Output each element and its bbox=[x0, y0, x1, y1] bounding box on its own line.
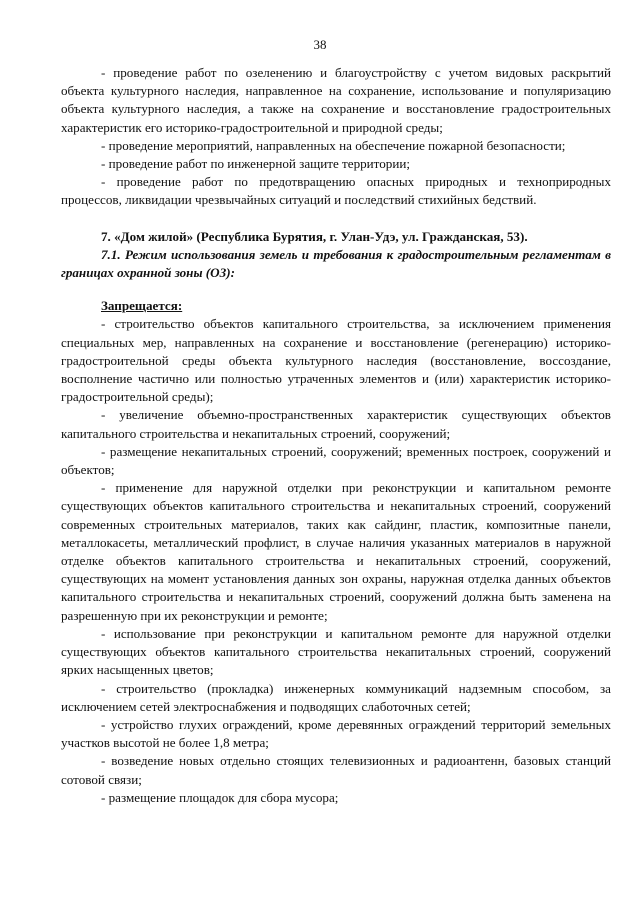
prohibited-item: - строительство объектов капитального строительства, за исключением применения специальных мер, направленных на сохранение и восстановление (регенерацию) историко-градостроительной среды объекта культурного наследия (восстановление, воссоздание, восполнение частично или полностью утраченных элементов и (или) характеристик историко-градостроительной среды); bbox=[61, 316, 611, 405]
section-heading: 7. «Дом жилой» (Республика Бурятия, г. Улан-Удэ, ул. Гражданская, 53). bbox=[101, 228, 528, 244]
prohibited-item: - возведение новых отдельно стоящих телевизионных и радиоантенн, базовых станций сотовой связи; bbox=[61, 753, 611, 787]
prohibited-label-line bbox=[61, 297, 611, 315]
prohibited-item: - размещение некапитальных строений, сооружений; временных построек, сооружений и объектов; bbox=[61, 443, 611, 478]
section-subheading: 7.1. Режим использования земель и требования к градостроительным регламентам в границах охранной зоны (ОЗ): bbox=[61, 246, 611, 281]
page-content bbox=[61, 64, 611, 807]
intro-item: - проведение мероприятий, направленных на обеспечение пожарной безопасности; bbox=[101, 137, 566, 153]
prohibited-item: - увеличение объемно-пространственных характеристик существующих объектов капитального строительства и некапитальных строений, сооружений; bbox=[61, 407, 611, 441]
spacer bbox=[61, 210, 611, 228]
prohibited-item: - применение для наружной отделки при реконструкции и капитальном ремонте существующих объектов капитального строительства и некапитальных строений, сооружений современных строительных материалов, таких как сайдинг, пластик, композитные панели, металлокасеты, металлический профлист, в случае наличия указанных материалов в наружной отделке объектов капитального строительства и некапитальных строений, сооружений, существующих на момент установления данных зон охраны, наружная отделка данных объектов капитального строительства и некапитальных строений, сооружений должна быть заменена на разрешенную при их реконструкции и ремонте; bbox=[61, 480, 611, 623]
page-number: 38 bbox=[313, 37, 327, 52]
prohibited-item: - размещение площадок для сбора мусора; bbox=[101, 789, 339, 805]
prohibited-item: - устройство глухих ограждений, кроме деревянных ограждений территорий земельных участков высотой не более 1,8 метра; bbox=[61, 716, 611, 751]
prohibited-item: - использование при реконструкции и капитальном ремонте для наружной отделки существующих объектов капитального строительства некапитальных строений, сооружений ярких насыщенных цветов; bbox=[61, 625, 611, 678]
spacer bbox=[61, 282, 611, 297]
intro-item: - проведение работ по озеленению и благоустройству с учетом видовых раскрытий объекта культурного наследия, направленное на сохранение, использование и популяризацию объекта культурного наследия, а также на сохранение и восстановление градостроительных характеристик его историко-градостроительной и природной среды; bbox=[61, 65, 611, 135]
intro-item: - проведение работ по предотвращению опасных природных и техноприродных процессов, ликвидации чрезвычайных ситуаций и последствий стихийных бедствий. bbox=[61, 174, 611, 208]
intro-item: - проведение работ по инженерной защите территории; bbox=[101, 156, 410, 172]
prohibited-item: - строительство (прокладка) инженерных коммуникаций надземным способом, за исключением сетей электроснабжения и подводящих слаботочных сетей; bbox=[61, 680, 611, 714]
prohibited-label: Запрещается: bbox=[101, 298, 183, 314]
